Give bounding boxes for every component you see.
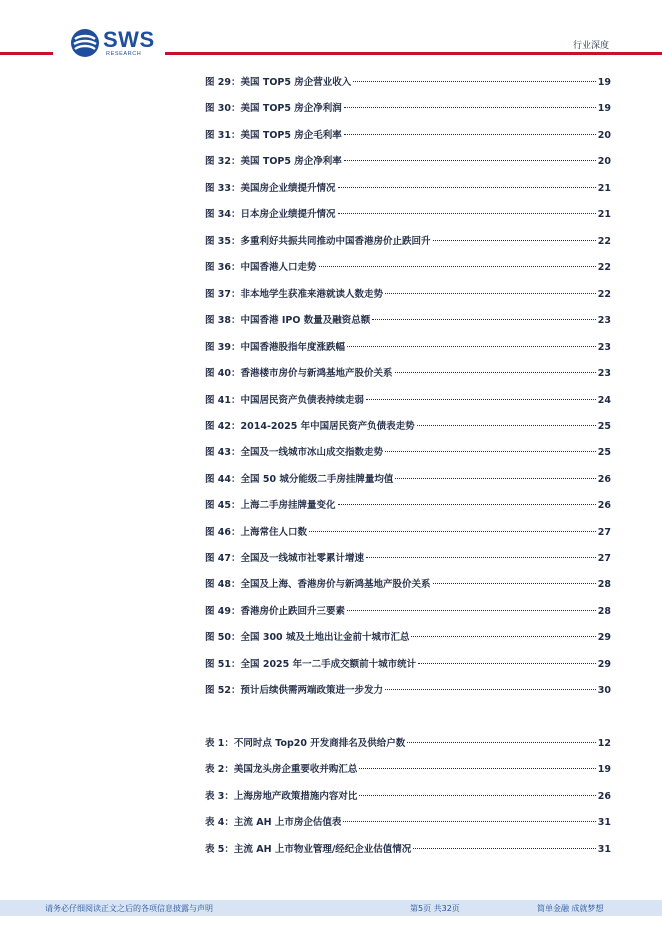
leader-dots bbox=[338, 213, 596, 214]
toc-label: 表 5：主流 AH 上市物业管理/经纪企业估值情况 bbox=[205, 844, 412, 855]
page-footer bbox=[0, 900, 662, 916]
toc-row[interactable] bbox=[205, 631, 611, 645]
leader-dots bbox=[344, 160, 596, 161]
toc-row[interactable] bbox=[205, 552, 611, 566]
toc-row[interactable] bbox=[205, 367, 611, 381]
leader-dots bbox=[385, 689, 596, 690]
toc-page: 29 bbox=[597, 659, 611, 670]
leader-dots bbox=[338, 504, 596, 505]
toc-row[interactable] bbox=[205, 261, 611, 275]
toc-page: 26 bbox=[597, 474, 611, 485]
toc-page: 26 bbox=[597, 500, 611, 511]
leader-dots bbox=[353, 81, 595, 82]
leader-dots bbox=[385, 451, 596, 452]
toc-page: 27 bbox=[597, 527, 611, 538]
toc-page: 20 bbox=[597, 130, 611, 141]
toc-row[interactable] bbox=[205, 763, 611, 777]
toc-row[interactable] bbox=[205, 314, 611, 328]
toc-row[interactable] bbox=[205, 499, 611, 513]
toc-row[interactable] bbox=[205, 446, 611, 460]
toc-page: 21 bbox=[597, 183, 611, 194]
toc-row[interactable] bbox=[205, 816, 611, 830]
toc-page: 23 bbox=[597, 315, 611, 326]
toc-label: 图 34：日本房企业绩提升情况 bbox=[205, 209, 336, 220]
toc-label: 图 37：非本地学生获准来港就读人数走势 bbox=[205, 289, 384, 300]
toc-label: 图 52：预计后续供需两端政策进一步发力 bbox=[205, 685, 384, 696]
report-category: 行业深度 bbox=[572, 41, 609, 51]
toc-label: 图 45：上海二手房挂牌量变化 bbox=[205, 500, 336, 511]
toc-row[interactable] bbox=[205, 737, 611, 751]
toc-row[interactable] bbox=[205, 843, 611, 857]
toc-label: 图 33：美国房企业绩提升情况 bbox=[205, 183, 336, 194]
toc-label: 图 40：香港楼市房价与新鸿基地产股价关系 bbox=[205, 368, 393, 379]
toc-page: 24 bbox=[597, 395, 611, 406]
leader-dots bbox=[418, 663, 596, 664]
leader-dots bbox=[359, 795, 595, 796]
toc-row[interactable] bbox=[205, 684, 611, 698]
toc-label: 图 32：美国 TOP5 房企净利率 bbox=[205, 156, 342, 167]
toc-page: 27 bbox=[597, 553, 611, 564]
toc-label: 图 30：美国 TOP5 房企净利润 bbox=[205, 103, 342, 114]
header-rule-right bbox=[165, 52, 662, 55]
leader-dots bbox=[347, 346, 596, 347]
toc-page: 12 bbox=[597, 738, 611, 749]
toc-page: 31 bbox=[597, 817, 611, 828]
toc-label: 图 41：中国居民资产负债表持续走弱 bbox=[205, 395, 365, 406]
toc-row[interactable] bbox=[205, 526, 611, 540]
leader-dots bbox=[395, 372, 596, 373]
sws-logo bbox=[70, 28, 165, 60]
toc-page: 23 bbox=[597, 368, 611, 379]
leader-dots bbox=[395, 478, 595, 479]
leader-dots bbox=[413, 848, 595, 849]
toc-label: 表 3：上海房地产政策措施内容对比 bbox=[205, 791, 358, 802]
toc-row[interactable] bbox=[205, 129, 611, 143]
toc-page: 28 bbox=[597, 606, 611, 617]
toc-page: 26 bbox=[597, 791, 611, 802]
toc-page: 23 bbox=[597, 342, 611, 353]
toc-row[interactable] bbox=[205, 394, 611, 408]
toc-label: 图 51：全国 2025 年一二手成交额前十城市统计 bbox=[205, 659, 417, 670]
leader-dots bbox=[319, 266, 596, 267]
toc-page: 22 bbox=[597, 236, 611, 247]
toc-label: 图 49：香港房价止跌回升三要素 bbox=[205, 606, 346, 617]
toc-page: 22 bbox=[597, 289, 611, 300]
leader-dots bbox=[433, 240, 596, 241]
toc-label: 表 2：美国龙头房企重要收并购汇总 bbox=[205, 764, 358, 775]
toc-page: 30 bbox=[597, 685, 611, 696]
toc-label: 图 43：全国及一线城市冰山成交指数走势 bbox=[205, 447, 384, 458]
leader-dots bbox=[366, 399, 596, 400]
toc-row[interactable] bbox=[205, 288, 611, 302]
toc-label: 表 1：不同时点 Top20 开发商排名及供给户数 bbox=[205, 738, 406, 749]
toc-row[interactable] bbox=[205, 605, 611, 619]
toc-label: 图 42：2014-2025 年中国居民资产负债表走势 bbox=[205, 421, 415, 432]
toc-page: 21 bbox=[597, 209, 611, 220]
leader-dots bbox=[309, 531, 596, 532]
leader-dots bbox=[411, 636, 595, 637]
toc-page: 29 bbox=[597, 632, 611, 643]
toc-row[interactable] bbox=[205, 235, 611, 249]
leader-dots bbox=[344, 134, 596, 135]
toc-label: 图 46：上海常住人口数 bbox=[205, 527, 308, 538]
toc-label: 图 50：全国 300 城及土地出让金前十城市汇总 bbox=[205, 632, 410, 643]
leader-dots bbox=[433, 583, 596, 584]
leader-dots bbox=[338, 187, 596, 188]
logo-subtitle: RESEARCH bbox=[106, 51, 142, 57]
toc-page: 20 bbox=[597, 156, 611, 167]
toc-label: 图 48：全国及上海、香港房价与新鸿基地产股价关系 bbox=[205, 579, 431, 590]
toc-row[interactable] bbox=[205, 790, 611, 804]
leader-dots bbox=[347, 610, 596, 611]
header-rule-left bbox=[0, 52, 53, 55]
toc-page: 19 bbox=[597, 103, 611, 114]
toc-label: 图 35：多重利好共振共同推动中国香港房价止跌回升 bbox=[205, 236, 431, 247]
toc-page: 31 bbox=[597, 844, 611, 855]
footer-slogan: 简单金融 成就梦想 bbox=[537, 904, 604, 913]
leader-dots bbox=[366, 557, 596, 558]
toc-label: 表 4：主流 AH 上市房企估值表 bbox=[205, 817, 342, 828]
toc-label: 图 47：全国及一线城市社零累计增速 bbox=[205, 553, 365, 564]
leader-dots bbox=[344, 107, 596, 108]
toc-label: 图 39：中国香港股指年度涨跌幅 bbox=[205, 342, 346, 353]
toc-row[interactable] bbox=[205, 208, 611, 222]
toc-row[interactable] bbox=[205, 102, 611, 116]
toc-row[interactable] bbox=[205, 182, 611, 196]
toc-page: 19 bbox=[597, 77, 611, 88]
toc-label: 图 31：美国 TOP5 房企毛利率 bbox=[205, 130, 342, 141]
footer-disclaimer: 请务必仔细阅读正文之后的各项信息披露与声明 bbox=[45, 904, 213, 913]
toc-row[interactable] bbox=[205, 76, 611, 90]
toc-row[interactable] bbox=[205, 341, 611, 355]
leader-dots bbox=[343, 821, 595, 822]
leader-dots bbox=[385, 293, 596, 294]
toc-row[interactable] bbox=[205, 578, 611, 592]
toc-page: 22 bbox=[597, 262, 611, 273]
toc-row[interactable] bbox=[205, 658, 611, 672]
sws-logo-icon bbox=[70, 28, 100, 58]
leader-dots bbox=[372, 319, 596, 320]
toc-page: 19 bbox=[597, 764, 611, 775]
toc-page: 28 bbox=[597, 579, 611, 590]
toc-row[interactable] bbox=[205, 420, 611, 434]
toc-page: 25 bbox=[597, 447, 611, 458]
leader-dots bbox=[417, 425, 596, 426]
toc-row[interactable] bbox=[205, 473, 611, 487]
toc-page: 25 bbox=[597, 421, 611, 432]
toc-label: 图 38：中国香港 IPO 数量及融资总额 bbox=[205, 315, 371, 326]
logo-wordmark: SWS bbox=[103, 27, 155, 52]
leader-dots bbox=[359, 768, 595, 769]
toc-label: 图 44：全国 50 城分能级二手房挂牌量均值 bbox=[205, 474, 394, 485]
toc-label: 图 29：美国 TOP5 房企营业收入 bbox=[205, 77, 352, 88]
toc-row[interactable] bbox=[205, 155, 611, 169]
footer-page-number: 第5页 共32页 bbox=[410, 904, 460, 913]
leader-dots bbox=[407, 742, 595, 743]
toc-label: 图 36：中国香港人口走势 bbox=[205, 262, 317, 273]
